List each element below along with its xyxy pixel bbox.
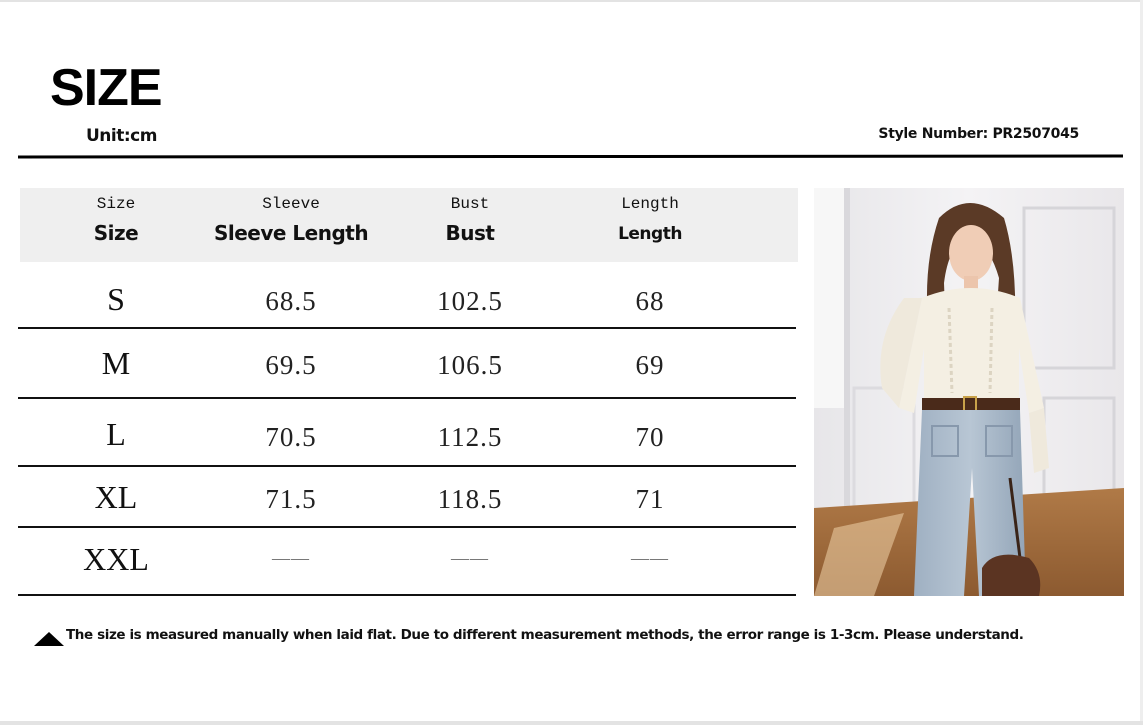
cell-bust: —— [451, 548, 489, 568]
row-divider [18, 327, 796, 329]
cell-bust: 102.5 [437, 286, 503, 316]
cell-bust: 106.5 [437, 350, 503, 380]
row-divider [18, 594, 796, 596]
cell-length: 69 [635, 350, 665, 380]
cell-length: 71 [635, 484, 665, 514]
row-divider [18, 526, 796, 528]
unit-label: Unit:cm [86, 126, 157, 146]
column-header-length: Length [618, 224, 682, 244]
column-header-size: Size [93, 221, 139, 245]
cell-bust: 112.5 [437, 422, 503, 452]
column-header-bust: Bust [445, 221, 495, 245]
page-title: SIZE [50, 59, 162, 117]
column-header-length-small: Length [621, 195, 679, 213]
page-frame-bottom [0, 721, 1143, 725]
cell-size: S [107, 281, 125, 317]
column-header-sleeve-small: Sleeve [262, 195, 320, 213]
page-frame-top [0, 0, 1143, 2]
cell-sleeve: 71.5 [265, 484, 317, 514]
column-header-bust-small: Bust [450, 195, 490, 213]
cell-length: 68 [635, 286, 665, 316]
column-header-sleeve-length: Sleeve Length [213, 221, 369, 245]
cell-sleeve: —— [272, 548, 310, 568]
column-header-size-small: Size [96, 195, 136, 213]
cell-sleeve: 70.5 [265, 422, 317, 452]
cell-size: L [106, 416, 126, 452]
cell-sleeve: 68.5 [265, 286, 317, 316]
row-divider [18, 465, 796, 467]
style-number: Style Number: PR2507045 [878, 126, 1079, 142]
cell-length: 70 [635, 422, 665, 452]
cell-size: M [101, 345, 131, 381]
cell-length: —— [631, 548, 669, 568]
cell-size: XXL [83, 541, 149, 577]
triangle-up-icon [34, 632, 64, 646]
measurement-note [34, 624, 1024, 646]
header-divider [18, 155, 1123, 159]
cell-sleeve: 69.5 [265, 350, 317, 380]
cell-size: XL [94, 479, 138, 515]
product-photo [814, 188, 1124, 596]
measurement-note-text: The size is measured manually when laid flat. Due to different measurement methods, the error range is 1-3cm. Please understand. [66, 627, 1024, 643]
row-divider [18, 397, 796, 399]
cell-bust: 118.5 [437, 484, 503, 514]
